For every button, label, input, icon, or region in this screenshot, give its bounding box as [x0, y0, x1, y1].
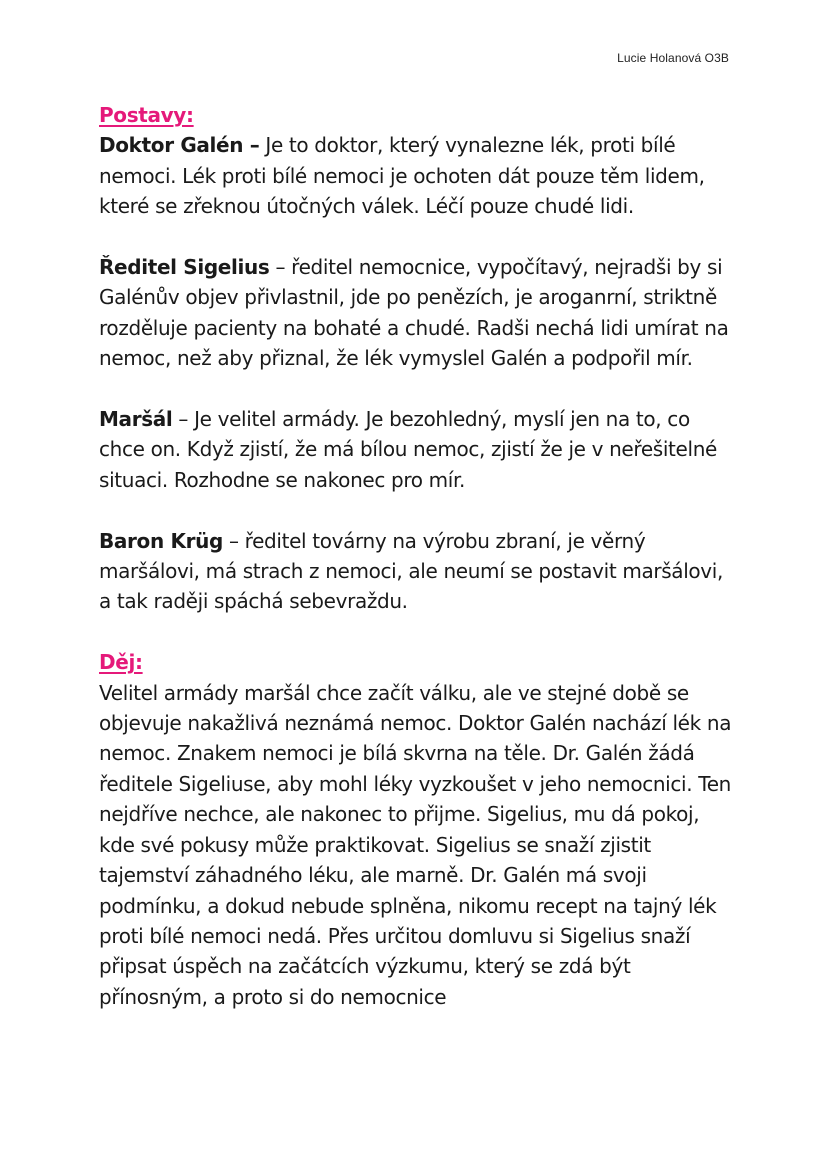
plot-heading: Děj:	[99, 650, 143, 675]
character-description: – ředitel nemocnice, vypočítavý, nejradši by si Galénův objev přivlastnil, jde po penězích, je aroganrní, striktně rozděluje pacienty na bohaté a chudé. Radši nechá lidi umírat na nemoc, než aby přiznal, že lék vymyslel Galén a podpořil mír.	[99, 255, 729, 371]
character-description: – Je velitel armády. Je bezohledný, myslí jen na to, co chce on. Když zjistí, že má bílou nemoc, zjistí že je v neřešitelné situaci. Rozhodne se nakonec pro mír.	[99, 407, 717, 492]
plot-text: Velitel armády maršál chce začít válku, ale ve stejné době se objevuje nakažlivá neznámá nemoc. Doktor Galén nachází lék na nemoc. Znakem nemoci je bílá skvrna na těle. Dr. Galén žádá ředitele Sigeliuse, aby mohl léky vyzkoušet v jeho nemocnici. Ten nejdříve nechce, ale nakonec to přijme. Sigelius, mu dá pokoj, kde své pokusy může praktikovat. Sigelius se snaží zjistit tajemství záhadného léku, ale marně. Dr. Galén má svoji podmínku, a dokud nebude splněna, nikomu recept na tajný lék proti bílé nemoci nedá. Přes určitou domluvu si Sigelius snaží připsat úspěch na začátcích výzkumu, který se zdá být přínosným, a proto si do nemocnice	[99, 680, 732, 1009]
character-entry-krug	[99, 526, 739, 617]
character-entry-marsal	[99, 404, 739, 495]
character-entry-sigelius	[99, 252, 739, 374]
author-header: Lucie Holanová O3B	[617, 51, 729, 65]
character-description: Je to doktor, který vynalezne lék, proti bílé nemoci. Lék proti bílé nemoci je ochoten dát pouze těm lidem, které se zřeknou útočných válek. Léčí pouze chudé lidi.	[99, 133, 705, 219]
character-name: Doktor Galén –	[99, 133, 260, 158]
character-name: Maršál	[99, 407, 173, 432]
character-description: – ředitel továrny na výrobu zbraní, je věrný maršálovi, má strach z nemoci, ale neumí se postavit maršálovi, a tak raději spáchá sebevraždu.	[99, 528, 724, 614]
character-entry-galen	[99, 130, 739, 221]
character-name: Baron Krüg	[99, 528, 223, 553]
character-name: Ředitel Sigelius	[99, 255, 270, 280]
characters-heading: Postavy:	[99, 103, 194, 127]
document-body	[99, 100, 739, 1012]
